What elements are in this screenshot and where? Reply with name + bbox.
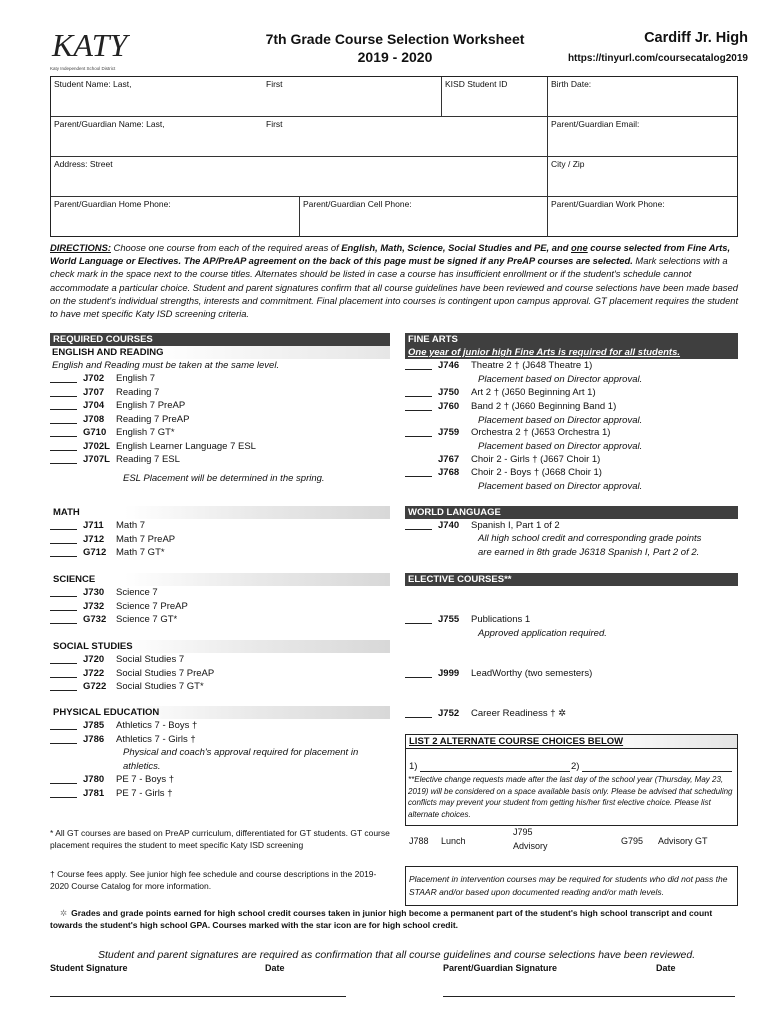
course-code: J708 bbox=[83, 413, 105, 425]
course-name: Math 7 bbox=[116, 520, 146, 531]
course-name: Social Studies 7 PreAP bbox=[116, 667, 215, 679]
fine-arts-course-row[interactable] bbox=[405, 426, 610, 440]
checkbox-blank[interactable] bbox=[405, 467, 432, 477]
course-code: J999 bbox=[438, 668, 460, 679]
guardian-first-name-field[interactable]: First bbox=[266, 119, 283, 129]
course-name: Spanish I, Part 1 of 2 bbox=[471, 520, 560, 531]
signature-confirmation: Student and parent signatures are required as confirmation that all course guidelines and course selections have been reviewed. bbox=[98, 949, 696, 961]
fine-arts-note: Placement based on Director approval. bbox=[478, 440, 643, 452]
course-code: G710 bbox=[83, 427, 107, 438]
course-row[interactable] bbox=[50, 413, 189, 427]
student-signature-label: Student Signature bbox=[50, 963, 128, 973]
checkbox-blank[interactable] bbox=[50, 547, 77, 557]
checkbox-blank[interactable] bbox=[50, 668, 77, 678]
lunch-name: Lunch bbox=[441, 836, 466, 846]
star-footnote-text: Grades and grade points earned for high school credit courses taken in junior high become a permanent part of the student's high school transcript and count towards the student's high school GPA. Courses marked with the star icon are for high school credit. bbox=[50, 908, 713, 930]
checkbox-blank[interactable] bbox=[405, 614, 432, 624]
course-name: Science 7 GT* bbox=[116, 614, 178, 625]
course-name: Band 2 † (J660 Beginning Band 1) bbox=[471, 401, 617, 412]
elective-course-row[interactable] bbox=[405, 667, 592, 681]
alternates-header: LIST 2 ALTERNATE COURSE CHOICES BELOW bbox=[406, 735, 737, 749]
checkbox-blank[interactable] bbox=[50, 520, 77, 530]
fine-arts-course-row[interactable] bbox=[405, 453, 600, 467]
checkbox-blank[interactable] bbox=[405, 708, 432, 718]
address-field[interactable]: Address: Street bbox=[54, 159, 113, 169]
course-row[interactable] bbox=[50, 519, 145, 533]
elective-course-row[interactable] bbox=[405, 613, 530, 627]
form-row-phones bbox=[51, 197, 737, 237]
parent-signature-label: Parent/Guardian Signature bbox=[443, 963, 558, 973]
parent-date-label: Date bbox=[656, 963, 676, 973]
course-name: Choir 2 - Girls † (J667 Choir 1) bbox=[471, 454, 601, 465]
student-signature-line[interactable] bbox=[50, 996, 346, 997]
course-row[interactable] bbox=[50, 653, 184, 667]
course-row[interactable] bbox=[50, 733, 196, 747]
student-date-label: Date bbox=[265, 963, 285, 973]
course-name: LeadWorthy (two semesters) bbox=[471, 668, 593, 679]
course-row[interactable] bbox=[50, 426, 175, 440]
course-name: Reading 7 ESL bbox=[116, 454, 180, 465]
checkbox-blank[interactable] bbox=[50, 774, 77, 784]
required-courses-header: REQUIRED COURSES bbox=[50, 333, 390, 346]
course-row[interactable] bbox=[50, 386, 159, 400]
checkbox-blank[interactable] bbox=[50, 720, 77, 730]
course-code: J755 bbox=[438, 614, 460, 625]
course-name: Career Readiness † ✲ bbox=[471, 708, 567, 719]
course-row[interactable] bbox=[50, 546, 165, 560]
course-row[interactable] bbox=[50, 613, 177, 627]
fine-arts-course-row[interactable] bbox=[405, 466, 602, 480]
form-row-student bbox=[51, 77, 737, 117]
catalog-url[interactable]: https://tinyurl.com/coursecatalog2019 bbox=[567, 53, 748, 64]
parent-signature-line[interactable] bbox=[443, 996, 735, 997]
checkbox-blank[interactable] bbox=[50, 373, 77, 383]
directions-label: DIRECTIONS: bbox=[50, 242, 111, 253]
directions-text bbox=[50, 241, 740, 320]
course-row[interactable] bbox=[50, 399, 185, 413]
course-code: J712 bbox=[83, 533, 105, 545]
title-line-2: 2019 - 2020 bbox=[357, 49, 433, 65]
checkbox-blank[interactable] bbox=[50, 387, 77, 397]
directions-p1: Choose one course from each of the required areas of bbox=[110, 242, 342, 253]
form-row-guardian bbox=[51, 117, 737, 157]
course-row[interactable] bbox=[50, 773, 174, 787]
course-row[interactable] bbox=[50, 533, 175, 547]
student-info-form bbox=[50, 76, 738, 237]
checkbox-blank[interactable] bbox=[50, 654, 77, 664]
logo-subtitle: Katy Independent School District bbox=[50, 66, 116, 71]
course-name: Choir 2 - Boys † (J668 Choir 1) bbox=[471, 467, 602, 478]
star-icon: ✲ bbox=[60, 908, 68, 918]
course-row[interactable] bbox=[50, 787, 173, 801]
student-first-name-field[interactable]: First bbox=[266, 79, 283, 89]
guardian-last-name-field[interactable]: Parent/Guardian Name: Last, bbox=[54, 119, 165, 129]
alternate-2-input[interactable] bbox=[582, 771, 732, 772]
alternate-1-label: 1) bbox=[409, 761, 418, 772]
checkbox-blank[interactable] bbox=[50, 427, 77, 437]
alternate-2-label: 2) bbox=[571, 761, 580, 772]
directions-p1b: English, Math, Science, Social Studies and PE, and bbox=[341, 242, 572, 253]
checkbox-blank[interactable] bbox=[405, 427, 432, 437]
directions-p1c: one bbox=[571, 242, 588, 253]
checkbox-blank[interactable] bbox=[405, 387, 432, 397]
course-name: Theatre 2 † (J648 Theatre 1) bbox=[471, 360, 593, 371]
world-language-header: WORLD LANGUAGE bbox=[405, 506, 738, 519]
course-code: G732 bbox=[83, 614, 107, 625]
fine-arts-subheader: One year of junior high Fine Arts is required for all students. bbox=[405, 346, 738, 359]
checkbox-blank[interactable] bbox=[50, 441, 77, 451]
course-code: J704 bbox=[83, 400, 105, 411]
course-row[interactable] bbox=[50, 440, 256, 454]
course-code: J707L bbox=[83, 454, 110, 465]
course-name: Publications 1 bbox=[471, 614, 531, 625]
course-code: J702L bbox=[83, 440, 110, 452]
course-code: J730 bbox=[83, 587, 105, 598]
course-code: J750 bbox=[438, 387, 460, 398]
course-name: English 7 bbox=[116, 373, 156, 384]
home-phone-field[interactable]: Parent/Guardian Home Phone: bbox=[54, 199, 171, 209]
advisory-name: Advisory bbox=[513, 841, 548, 851]
course-name: Social Studies 7 GT* bbox=[116, 681, 204, 692]
pe-header: PHYSICAL EDUCATION bbox=[50, 706, 390, 719]
course-name: Athletics 7 - Boys † bbox=[116, 720, 198, 731]
fees-footnote: † Course fees apply. See junior high fee schedule and course descriptions in the 2019-2020 Course Catalog for more information. bbox=[50, 869, 377, 891]
elective-courses-header: ELECTIVE COURSES** bbox=[405, 573, 738, 586]
fine-arts-course-row[interactable] bbox=[405, 400, 616, 414]
katy-isd-logo bbox=[50, 28, 140, 73]
city-zip-field[interactable]: City / Zip bbox=[547, 157, 739, 196]
course-name: Reading 7 PreAP bbox=[116, 413, 190, 425]
english-reading-note: English and Reading must be taken at the same level. bbox=[52, 360, 280, 371]
course-code: J746 bbox=[438, 360, 460, 371]
checkbox-blank[interactable] bbox=[405, 668, 432, 678]
directions-p2: Mark selections with a check mark in the space next to the course titles. Alternates should be listed in case a course has insufficient enrollment or if the student's schedule cannot accommodate a particular choice. Student and parent signatures confirm that all course guidelines have been reviewed and course selections have been made based on the student's individual strengths, interests and commitment. Final placement into courses is contingent upon campus approval. GT placement requires the student to have met specific Katy ISD screening criteria. bbox=[50, 255, 739, 320]
course-code: J732 bbox=[83, 600, 105, 612]
course-row[interactable] bbox=[50, 453, 180, 467]
checkbox-blank[interactable] bbox=[50, 681, 77, 691]
lunch-code: J788 bbox=[409, 836, 429, 846]
svg-text:KATY: KATY bbox=[52, 28, 128, 62]
course-row[interactable] bbox=[50, 586, 158, 600]
course-name: English 7 PreAP bbox=[116, 400, 186, 411]
pe-note-1: Physical and coach's approval required for placement in bbox=[123, 747, 359, 758]
course-code: J711 bbox=[83, 520, 104, 531]
student-id-field[interactable]: KISD Student ID bbox=[441, 77, 547, 116]
course-row[interactable] bbox=[50, 600, 188, 614]
english-reading-header: ENGLISH AND READING bbox=[50, 346, 390, 359]
course-code: J785 bbox=[83, 720, 105, 731]
course-code: J781 bbox=[83, 787, 105, 799]
checkbox-blank[interactable] bbox=[50, 587, 77, 597]
course-row[interactable] bbox=[50, 667, 214, 681]
alternates-note: **Elective change requests made after the last day of the school year (Thursday, May 23, 2019) will be considered on a space available basis only. Please be advised that scheduling conflicts may prevent your student from getting his/her first elective choice. Please list alternate choices. bbox=[408, 775, 733, 819]
checkbox-blank[interactable] bbox=[405, 360, 432, 370]
pe-note-2: athletics. bbox=[123, 761, 161, 772]
course-name: Social Studies 7 bbox=[116, 654, 185, 665]
fine-arts-note: Placement based on Director approval. bbox=[478, 373, 643, 385]
star-footnote bbox=[50, 907, 740, 931]
fine-arts-note: Placement based on Director approval. bbox=[478, 414, 643, 426]
science-header: SCIENCE bbox=[50, 573, 390, 586]
course-code: G712 bbox=[83, 547, 107, 558]
course-name: English 7 GT* bbox=[116, 427, 175, 438]
fine-arts-header: FINE ARTS bbox=[405, 333, 738, 346]
gt-footnote: * All GT courses are based on PreAP curriculum, differentiated for GT students. GT course placement requires the student to meet specific Katy ISD screening bbox=[50, 828, 390, 850]
fine-arts-note: Placement based on Director approval. bbox=[478, 480, 643, 492]
checkbox-blank[interactable] bbox=[405, 454, 432, 464]
fine-arts-course-row[interactable] bbox=[405, 386, 596, 400]
checkbox-blank[interactable] bbox=[50, 400, 77, 410]
course-name: Reading 7 bbox=[116, 386, 160, 398]
course-row[interactable] bbox=[50, 372, 155, 386]
alternate-1-input[interactable] bbox=[420, 771, 570, 772]
intervention-box: Placement in intervention courses may be required for students who did not pass the STAAR and/or based upon documented reading and/or math levels. bbox=[405, 866, 738, 906]
checkbox-blank[interactable] bbox=[50, 414, 77, 424]
school-name: Cardiff Jr. High bbox=[644, 30, 748, 46]
course-code: J752 bbox=[438, 708, 460, 719]
course-name: Math 7 GT* bbox=[116, 547, 165, 558]
advisory-gt-name: Advisory GT bbox=[658, 836, 708, 846]
course-code: J767 bbox=[438, 454, 460, 465]
checkbox-blank[interactable] bbox=[50, 734, 77, 744]
page-title bbox=[250, 30, 540, 66]
course-name: Science 7 bbox=[116, 587, 158, 598]
esl-placement-note: ESL Placement will be determined in the spring. bbox=[123, 473, 325, 484]
course-name: Science 7 PreAP bbox=[116, 600, 188, 612]
elective-course-row[interactable] bbox=[405, 707, 566, 721]
math-header: MATH bbox=[50, 506, 390, 519]
course-code: J702 bbox=[83, 373, 105, 384]
checkbox-blank[interactable] bbox=[50, 614, 77, 624]
checkbox-blank[interactable] bbox=[50, 601, 77, 611]
course-name: Orchestra 2 † (J653 Orchestra 1) bbox=[471, 427, 611, 438]
course-name: English Learner Language 7 ESL bbox=[116, 440, 256, 452]
course-row[interactable] bbox=[50, 680, 204, 694]
advisory-code: J795 bbox=[513, 827, 533, 837]
course-name: PE 7 - Boys † bbox=[116, 774, 175, 785]
course-code: J786 bbox=[83, 733, 105, 745]
work-phone-field[interactable]: Parent/Guardian Work Phone: bbox=[547, 197, 739, 237]
cell-phone-field[interactable]: Parent/Guardian Cell Phone: bbox=[299, 197, 547, 237]
directions-p1d: course selected from Fine Arts, World Language or Electives. The AP/PreAP agreement on the back of this page must be signed if any PreAP courses are selected. bbox=[50, 242, 731, 267]
checkbox-blank[interactable] bbox=[405, 520, 432, 530]
advisory-gt-code: G795 bbox=[621, 836, 644, 846]
course-code: J780 bbox=[83, 774, 105, 785]
form-row-address bbox=[51, 157, 737, 197]
checkbox-blank[interactable] bbox=[50, 454, 77, 464]
course-name: Math 7 PreAP bbox=[116, 533, 176, 545]
world-language-note-2: are earned in 8th grade J6318 Spanish I, Part 2 of 2. bbox=[478, 547, 700, 558]
course-name: Art 2 † (J650 Beginning Art 1) bbox=[471, 387, 596, 398]
title-line-1: 7th Grade Course Selection Worksheet bbox=[265, 31, 525, 47]
course-code: J768 bbox=[438, 467, 460, 478]
course-name: Athletics 7 - Girls † bbox=[116, 733, 196, 745]
course-code: G722 bbox=[83, 681, 107, 692]
world-language-course[interactable] bbox=[405, 519, 560, 533]
course-code: J707 bbox=[83, 386, 105, 398]
world-language-note-1: All high school credit and corresponding grade points bbox=[478, 533, 702, 544]
course-name: PE 7 - Girls † bbox=[116, 787, 173, 799]
course-code: J720 bbox=[83, 654, 105, 665]
course-row[interactable] bbox=[50, 719, 197, 733]
course-code: J740 bbox=[438, 520, 460, 531]
course-code: J722 bbox=[83, 667, 105, 679]
checkbox-blank[interactable] bbox=[50, 534, 77, 544]
student-last-name-field[interactable]: Student Name: Last, bbox=[54, 79, 132, 89]
course-code: J760 bbox=[438, 401, 460, 412]
checkbox-blank[interactable] bbox=[50, 788, 77, 798]
katy-logo-icon bbox=[50, 28, 130, 62]
fine-arts-course-row[interactable] bbox=[405, 359, 592, 373]
checkbox-blank[interactable] bbox=[405, 401, 432, 411]
social-studies-header: SOCIAL STUDIES bbox=[50, 640, 390, 653]
elective-note: Approved application required. bbox=[478, 627, 607, 639]
birth-date-field[interactable]: Birth Date: bbox=[547, 77, 739, 116]
course-code: J759 bbox=[438, 427, 460, 438]
alternates-box bbox=[405, 734, 738, 826]
guardian-email-field[interactable]: Parent/Guardian Email: bbox=[547, 117, 739, 156]
